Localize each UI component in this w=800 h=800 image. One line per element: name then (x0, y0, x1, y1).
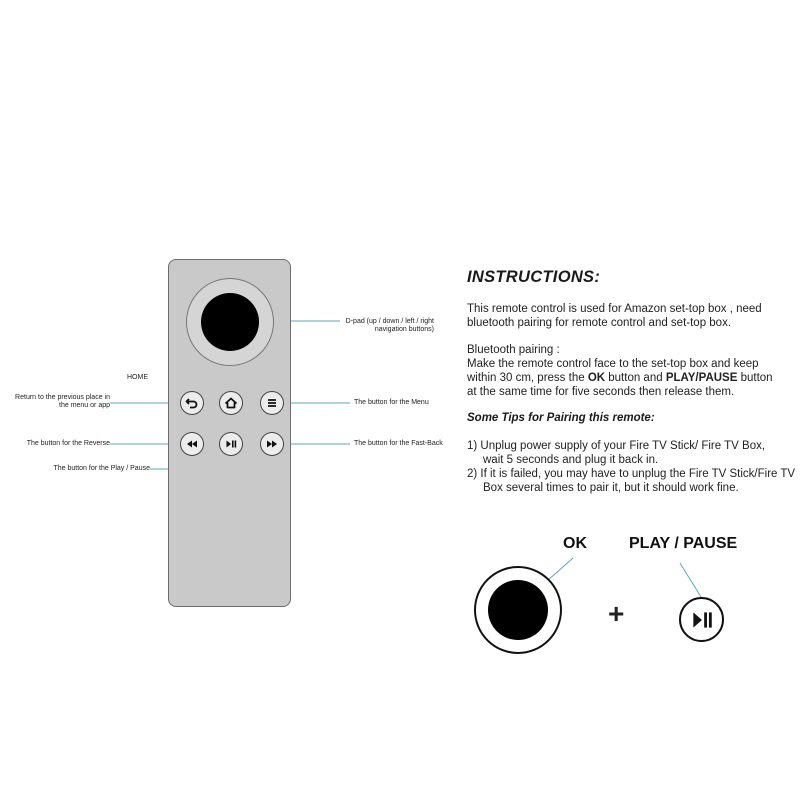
play-pause-label: The button for the Play / Pause (53, 465, 150, 472)
play-pause-icon (689, 607, 715, 633)
menu-label: The button for the Menu (354, 399, 429, 406)
instructions-title: INSTRUCTIONS: (467, 268, 601, 286)
home-icon (224, 396, 238, 410)
play-pause-icon (224, 437, 238, 451)
home-label: HOME (127, 374, 148, 381)
rewind-icon (185, 437, 199, 451)
ok-diagram-label: OK (563, 535, 587, 552)
menu-button[interactable] (260, 391, 284, 415)
back-label: Return to the previous place in the menu or app (15, 394, 110, 409)
plus-sign: + (608, 598, 625, 629)
fast-forward-button[interactable] (260, 432, 284, 456)
reverse-label: The button for the Reverse (26, 440, 110, 447)
dpad-label: D-pad (up / down / left / right navigation buttons) (345, 318, 434, 333)
tip-item: 1) Unplug power supply of your Fire TV Stick/ Fire TV Box, wait 5 seconds and plug it back in. (467, 440, 766, 466)
tips-title: Some Tips for Pairing this remote: (467, 412, 655, 424)
back-arrow-icon (185, 396, 199, 410)
fast-forward-label: The button for the Fast-Back (354, 440, 443, 447)
menu-icon (265, 396, 279, 410)
tips-list (467, 439, 795, 495)
playpause-diagram-button (679, 597, 724, 642)
fast-forward-icon (265, 437, 279, 451)
back-button[interactable] (180, 391, 204, 415)
dpad-ok-button[interactable] (201, 293, 259, 351)
ok-diagram-button (488, 580, 548, 640)
playpause-diagram-label: PLAY / PAUSE (629, 535, 738, 552)
home-button[interactable] (219, 391, 243, 415)
play-pause-button[interactable] (219, 432, 243, 456)
pairing-paragraph: Bluetooth pairing : Make the remote control face to the set-top box and keep within 30 cm, press the OK button and PLAY/PAUSE button at the same time for five seconds then release them. (467, 344, 773, 398)
reverse-button[interactable] (180, 432, 204, 456)
intro-paragraph: This remote control is used for Amazon set-top box , need bluetooth pairing for remote control and set-top box. (467, 303, 762, 329)
tip-item: 2) If it is failed, you may have to unplug the Fire TV Stick/Fire TV Box several times to pair it, but it should work fine. (467, 468, 796, 494)
